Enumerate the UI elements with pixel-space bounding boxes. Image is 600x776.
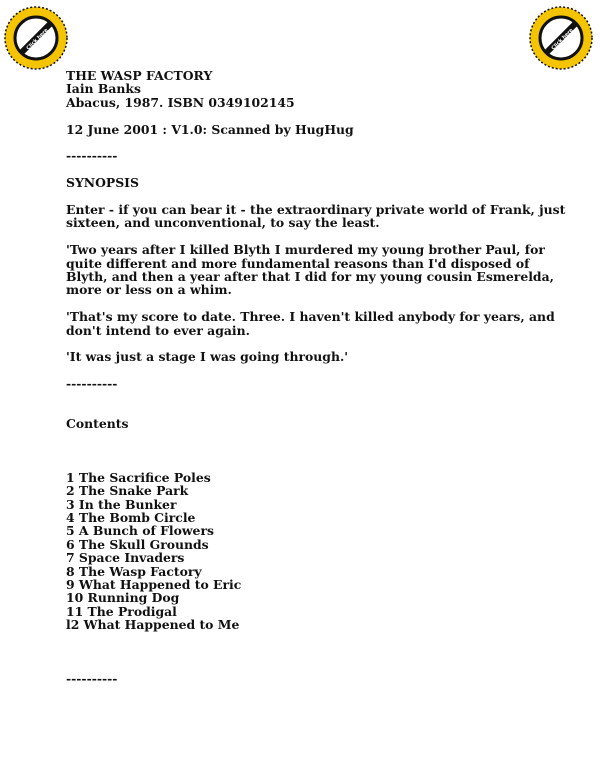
document-page bbox=[66, 69, 566, 685]
contents-item[interactable]: 4 The Bomb Circle bbox=[66, 510, 196, 526]
svg-text:Click here: Click here bbox=[25, 27, 50, 52]
contents-heading: Contents bbox=[66, 416, 129, 432]
scan-note: 12 June 2001 : V1.0: Scanned by HugHug bbox=[66, 121, 354, 137]
abbyy-seal-icon bbox=[3, 5, 69, 71]
contents-list bbox=[66, 471, 566, 632]
contents-item[interactable]: 5 A Bunch of Flowers bbox=[66, 523, 214, 539]
abbyy-badge-left[interactable] bbox=[3, 5, 69, 71]
synopsis-heading: SYNOPSIS bbox=[66, 175, 139, 191]
book-title: THE WASP FACTORY bbox=[66, 68, 213, 83]
contents-item[interactable]: 9 What Happened to Eric bbox=[66, 577, 242, 593]
contents-item[interactable]: 7 Space Invaders bbox=[66, 550, 185, 566]
contents-item[interactable]: 1 The Sacrifice Poles bbox=[66, 469, 211, 485]
svg-text:Click here: Click here bbox=[550, 27, 575, 52]
contents-item[interactable]: 11 The Prodigal bbox=[66, 603, 177, 619]
book-author: Iain Banks bbox=[66, 81, 141, 97]
divider: ---------- bbox=[66, 670, 118, 686]
abbyy-badge-right[interactable] bbox=[528, 5, 594, 71]
contents-item[interactable]: l2 What Happened to Me bbox=[66, 617, 240, 633]
divider: ---------- bbox=[66, 148, 118, 164]
contents-item[interactable]: 3 In the Bunker bbox=[66, 496, 177, 512]
synopsis-quote: 'It was just a stage I was going through.' bbox=[66, 349, 349, 365]
synopsis-quote: 'That's my score to date. Three. I haven't killed anybody for years, and don't intend to ever again. bbox=[66, 309, 555, 338]
publication-info: Abacus, 1987. ISBN 0349102145 bbox=[66, 94, 295, 110]
contents-item[interactable]: 10 Running Dog bbox=[66, 590, 180, 606]
divider: ---------- bbox=[66, 376, 118, 392]
title-block bbox=[66, 69, 566, 109]
contents-item[interactable]: 6 The Skull Grounds bbox=[66, 536, 209, 552]
synopsis-quote: 'Two years after I killed Blyth I murdered my young brother Paul, for quite different and more fundamental reasons than I'd disposed of Blyth, and then a year after that I did for my young cousin Esmerelda, more or less on a whim. bbox=[66, 242, 554, 298]
synopsis-intro: Enter - if you can bear it - the extraordinary private world of Frank, just sixteen, and unconventional, to say the least. bbox=[66, 202, 566, 231]
abbyy-seal-icon bbox=[528, 5, 594, 71]
contents-item[interactable]: 2 The Snake Park bbox=[66, 483, 189, 499]
contents-item[interactable]: 8 The Wasp Factory bbox=[66, 563, 202, 579]
